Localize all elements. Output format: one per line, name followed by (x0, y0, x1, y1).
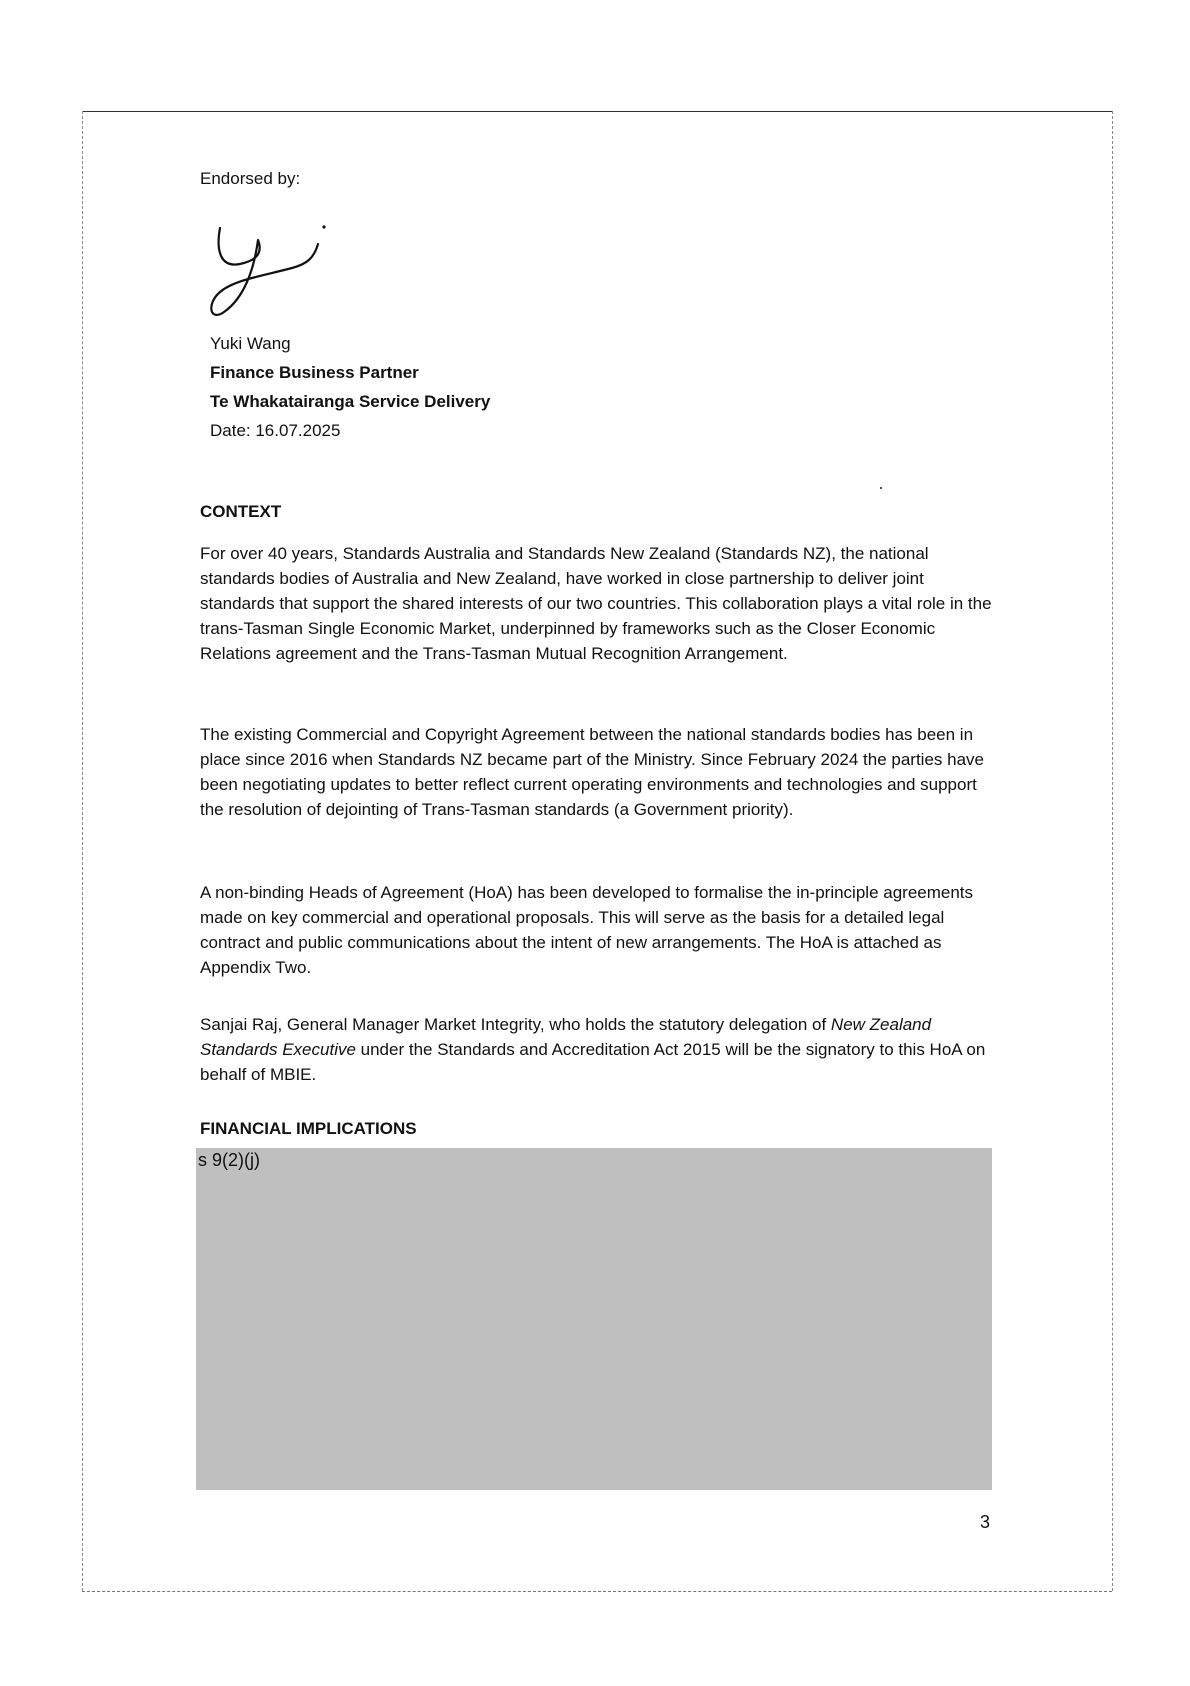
page-frame-bottom (82, 1591, 1112, 1592)
context-heading: CONTEXT (200, 502, 282, 521)
signatory-name: Yuki Wang (210, 334, 291, 353)
context-paragraph-4-start: Sanjai Raj, General Manager Market Integrity, who holds the statutory delegation of (200, 1015, 831, 1034)
endorsement-date: Date: 16.07.2025 (210, 421, 341, 440)
context-paragraph-1: For over 40 years, Standards Australia and Standards New Zealand (Standards NZ), the national standards bodies of Australia and New Zealand, have worked in close partnership to deliver joint standards that support the shared interests of our two countries. This collaboration plays a vital role in the trans-Tasman Single Economic Market, underpinned by frameworks such as the Closer Economic Relations agreement and the Trans-Tasman Mutual Recognition Arrangement. (200, 544, 992, 663)
signatory-title: Finance Business Partner (210, 363, 419, 382)
page-frame-left (82, 111, 83, 1591)
page-frame-top (82, 111, 1112, 112)
page-frame-right (1112, 111, 1113, 1591)
endorsed-by-label: Endorsed by: (200, 169, 301, 188)
context-paragraph-4 (200, 1012, 1000, 1087)
financial-implications-heading: FINANCIAL IMPLICATIONS (200, 1119, 417, 1138)
scan-speck (880, 487, 882, 489)
context-paragraph-4-italic: New Zealand Standards Executive (200, 1015, 932, 1059)
redaction-block (196, 1148, 992, 1490)
context-paragraph-2: The existing Commercial and Copyright Agreement between the national standards bodies has been in place since 2016 when Standards NZ became part of the Ministry. Since February 2024 the parties have been negotiating updates to better reflect current operating environments and technologies and support the resolution of dejointing of Trans-Tasman standards (a Government priority). (200, 725, 985, 819)
context-paragraph-4-end: under the Standards and Accreditation Act 2015 will be the signatory to this HoA on behalf of MBIE. (200, 1040, 986, 1084)
redaction-label: s 9(2)(j) (198, 1150, 260, 1170)
signatory-unit: Te Whakatairanga Service Delivery (210, 392, 491, 411)
page-number: 3 (980, 1512, 991, 1532)
context-paragraph-3: A non-binding Heads of Agreement (HoA) has been developed to formalise the in-principle agreements made on key commercial and operational proposals. This will serve as the basis for a detailed legal contract and public communications about the intent of new arrangements. The HoA is attached as Appendix Two. (200, 883, 974, 977)
signature-block (210, 329, 490, 445)
signature-image (202, 220, 332, 330)
